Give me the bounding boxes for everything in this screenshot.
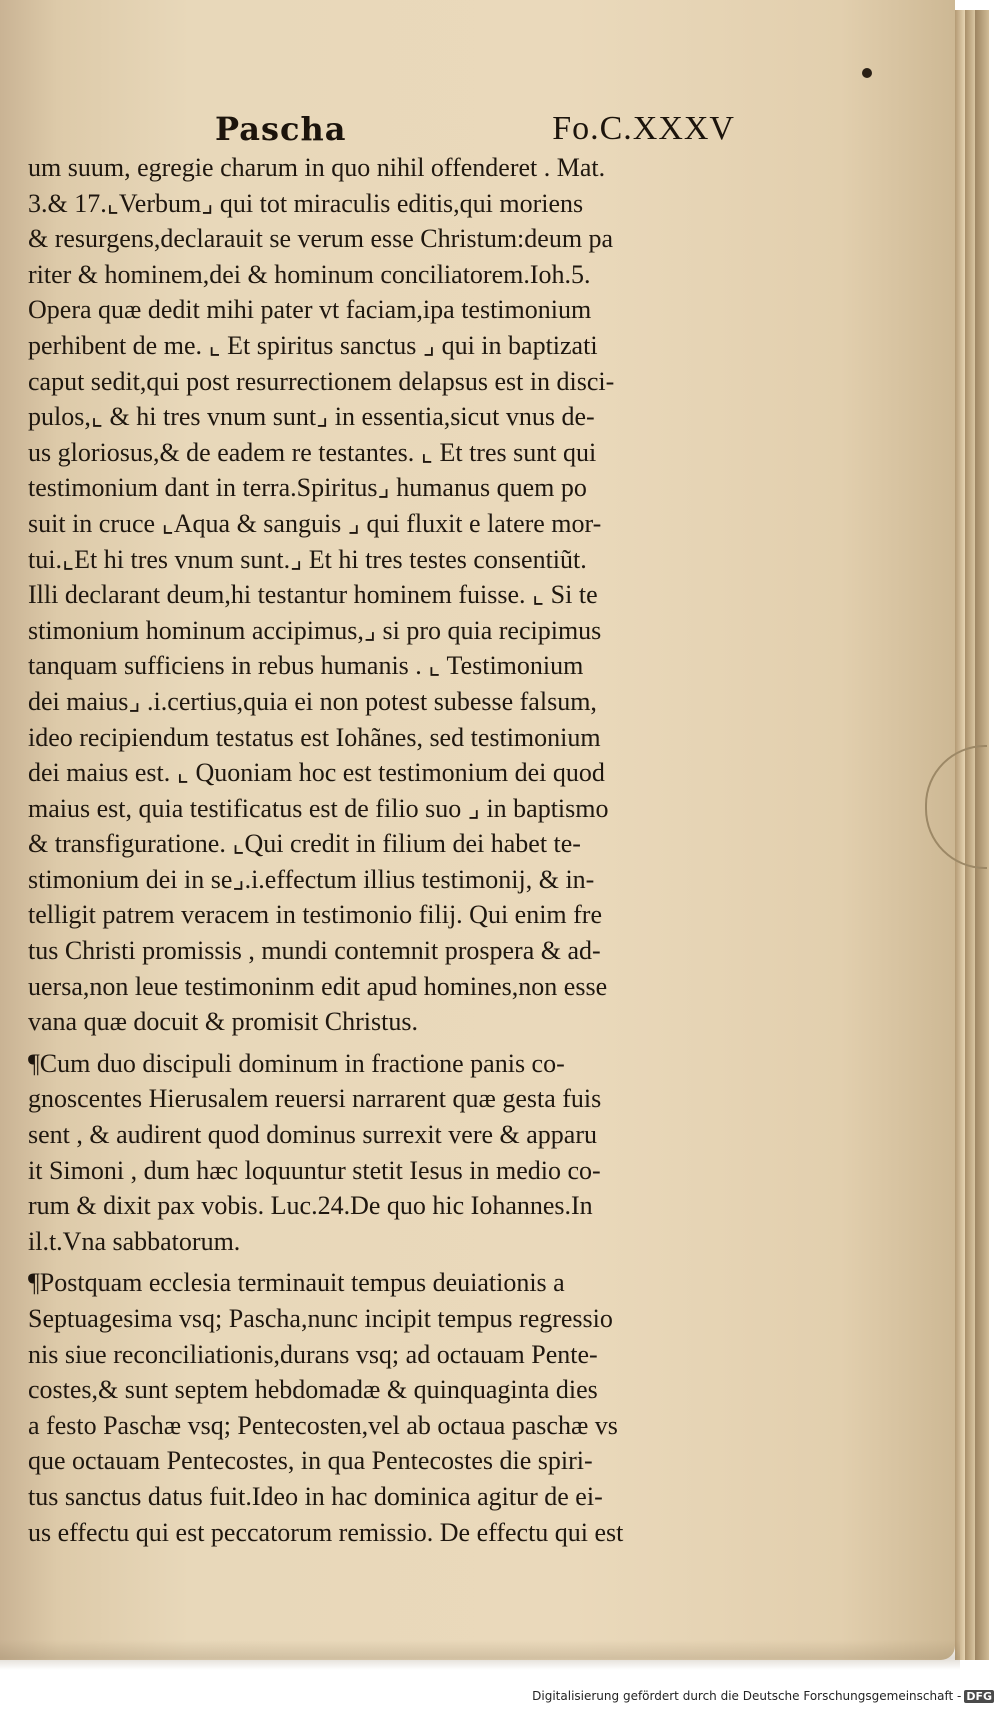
body-text [28, 150, 768, 1550]
text-line: riter & hominem,dei & hominum conciliatorem.Ioh.5. [28, 259, 591, 289]
text-line: pulos,⌞ & hi tres vnum sunt⌟ in essentia,sicut vnus de- [28, 402, 595, 432]
text-line: & transfiguratione. ⌞Qui credit in filium dei habet te- [28, 829, 581, 859]
text-line: nis siue reconciliationis,durans vsq; ad octauam Pente- [28, 1339, 598, 1369]
text-line: dei maius est. ⌞ Quoniam hoc est testimonium dei quod [28, 758, 605, 788]
text-line: Septuagesima vsq; Pascha,nunc incipit tempus regressio [28, 1304, 613, 1333]
running-head [215, 110, 735, 150]
text-line: us effectu qui est peccatorum remissio. De effectu qui est [28, 1517, 624, 1547]
text-line: testimonium dant in terra.Spiritus⌟ humanus quem po [28, 473, 587, 503]
text-line: um suum, egregie charum in quo nihil offenderet . Mat. [28, 153, 606, 182]
text-line: Opera quæ dedit mihi pater vt faciam,ipa testimonium [28, 295, 592, 325]
text-line: costes,& sunt septem hebdomadæ & quinquaginta dies [28, 1375, 598, 1405]
text-line: tanquam sufficiens in rebus humanis . ⌞ Testimonium [28, 651, 584, 681]
text-line: gnoscentes Hierusalem reuersi narrarent quæ gesta fuis [28, 1084, 602, 1114]
text-line: dei maius⌟ .i.certius,quia ei non potest subesse falsum, [28, 686, 597, 716]
text-line: stimonium dei in se⌟.i.effectum illius testimonij, & in- [28, 864, 595, 894]
text-line: 3.& 17.⌞Verbum⌟ qui tot miraculis editis,qui moriens [28, 188, 584, 218]
text-line: ¶Postquam ecclesia terminauit tempus deuiationis a [28, 1268, 565, 1298]
text-line: tus sanctus datus fuit.Ideo in hac dominica agitur de ei- [28, 1481, 603, 1511]
dfg-logo: DFG [966, 1690, 992, 1703]
text-line: stimonium hominum accipimus,⌟ si pro quia recipimus [28, 615, 602, 645]
text-line: & resurgens,declarauit se verum esse Christum:deum pa [28, 224, 614, 254]
text-line: ¶Cum duo discipuli dominum in fractione panis co- [28, 1048, 565, 1078]
ink-spot [862, 68, 872, 78]
text-line: tus Christi promissis , mundi contemnit prospera & ad- [28, 936, 601, 966]
text-line: vana quæ docuit & promisit Christus. [28, 1007, 418, 1037]
text-line: uersa,non leue testimoninm edit apud homines,non esse [28, 971, 608, 1001]
text-line: suit in cruce ⌞Aqua & sanguis ⌟ qui fluxit e latere mor- [28, 508, 602, 538]
running-head-title: Pascha [215, 110, 347, 148]
text-line: caput sedit,qui post resurrectionem delapsus est in disci- [28, 366, 615, 396]
text-line: maius est, quia testificatus est de filio suo ⌟ in baptismo [28, 793, 609, 823]
text-line: que octauam Pentecostes, in qua Pentecostes die spiri- [28, 1446, 593, 1476]
text-line: it Simoni , dum hæc loquuntur stetit Iesus in medio co- [28, 1155, 601, 1185]
text-line: il.t.Vna sabbatorum. [28, 1226, 241, 1256]
folio-number: Fo.C.XXXV [552, 110, 735, 147]
text-line: rum & dixit pax vobis. Luc.24.De quo hic Iohannes.In [28, 1191, 593, 1221]
credit-text: Digitalisierung gefördert durch die Deutsche Forschungsgemeinschaft - [532, 1689, 962, 1703]
digitization-credit [532, 1689, 994, 1707]
text-line: ideo recipiendum testatus est Iohãnes, sed testimonium [28, 722, 601, 752]
text-line: perhibent de me. ⌞ Et spiritus sanctus ⌟ qui in baptizati [28, 330, 598, 360]
text-line: Illi declarant deum,hi testantur hominem fuisse. ⌞ Si te [28, 580, 598, 610]
text-line: telligit patrem veracem in testimonio filij. Qui enim fre [28, 900, 603, 930]
text-line: sent , & audirent quod dominus surrexit vere & apparu [28, 1120, 597, 1150]
text-line: us gloriosus,& de eadem re testantes. ⌞ Et tres sunt qui [28, 437, 597, 467]
text-line: tui.⌞Et hi tres vnum sunt.⌟ Et hi tres testes consentiũt. [28, 544, 587, 574]
page-shadow [0, 1640, 960, 1670]
text-line: a festo Paschæ vsq; Pentecosten,vel ab octaua paschæ vs [28, 1410, 618, 1440]
